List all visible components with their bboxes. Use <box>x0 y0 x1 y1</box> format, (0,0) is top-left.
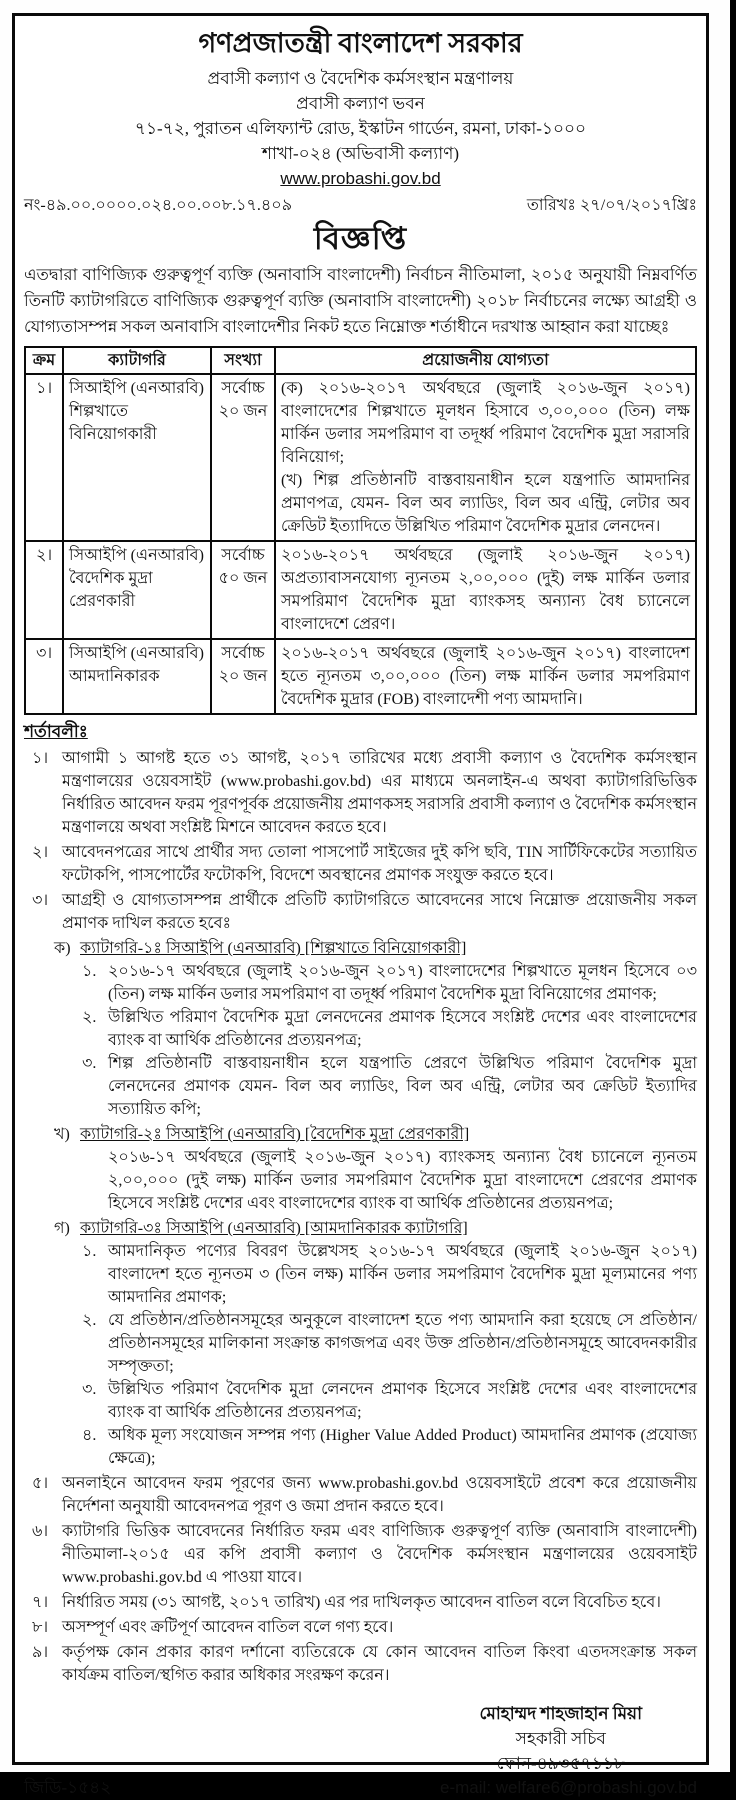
signatory-phone: ফোন-৪৯৩৫৭১১৮ <box>496 1754 625 1773</box>
branch-line: শাখা-০২৪ (অভিবাসী কল্যাণ) <box>261 144 460 163</box>
row-category <box>63 541 211 639</box>
term-1 <box>24 747 697 839</box>
ministry-name: প্রবাসী কল্যাণ ও বৈদেশিক কর্মসংস্থান মন্ত্রণালয় <box>207 69 514 88</box>
reference-row <box>24 194 697 218</box>
col-qualification: প্রয়োজনীয় যোগ্যতা <box>275 347 696 374</box>
subitem <box>82 960 697 1006</box>
row-serial: ১। <box>25 374 63 541</box>
terms-heading: শর্তাবলীঃ <box>24 722 88 741</box>
category-heading-text: ক্যাটাগরি-২ঃ সিআইপি (এনআরবি) [বৈদেশিক মুদ্রা প্রেরণকারী] <box>80 1126 470 1143</box>
notice-title: বিজ্ঞপ্তি <box>313 221 408 256</box>
category-a-heading <box>54 937 697 960</box>
term-2 <box>24 841 697 887</box>
category-label: গ) <box>54 1220 70 1237</box>
row-serial: ৩। <box>25 639 63 714</box>
category-block-a <box>54 937 697 1121</box>
category-block-c <box>54 1217 697 1470</box>
term-number: ৯। <box>32 1644 49 1661</box>
term-3 <box>24 889 697 935</box>
term-8 <box>24 1616 697 1639</box>
term-text: ক্যাটাগরি ভিত্তিক আবেদনের নির্ধারিত ফরম এবং বাণিজ্যিক গুরুত্বপূর্ণ ব্যক্তি (অনাবাসি বাংলাদেশী) নীতিমালা-২০১৫ এর কপি প্রবাসী কল্যাণ ও বৈদেশিক কর্মসংস্থান মন্ত্রণালয়ের ওয়েবসাইট www.probashi.gov.bd এ পাওয়া যাবে। <box>62 1523 697 1586</box>
subitem <box>82 1309 697 1378</box>
subitem <box>82 1378 697 1424</box>
row-qualification <box>275 374 696 541</box>
signatory-designation: সহকারী সচিব <box>515 1729 606 1748</box>
term-text: কর্তৃপক্ষ কোন প্রকার কারণ দর্শানো ব্যতিরেকে যে কোন আবেদন বাতিল কিংবা এতদসংক্রান্ত সকল কার্যক্রম বাতিল/স্থগিত করার অধিকার সংরক্ষণ করেন। <box>62 1644 697 1684</box>
address-line: ৭১-৭২, পুরাতন এলিফ্যান্ট রোড, ইস্কাটন গার্ডেন, রমনা, ঢাকা-১০০০ <box>134 119 587 138</box>
subitem-number: ৩. <box>82 1055 97 1072</box>
website-link: www.probashi.gov.bd <box>280 169 441 188</box>
gd-number: জিডি-১৫৪২ <box>24 1778 112 1797</box>
table-header-row <box>25 347 696 374</box>
subitem <box>82 1006 697 1052</box>
subitem-number: ১. <box>82 1243 97 1260</box>
category-line: সিআইপি (এনআরবি) <box>69 645 204 662</box>
category-line: সিআইপি (এনআরবি) <box>69 547 204 564</box>
qualification-part-b: (খ) শিল্প প্রতিষ্ঠানটি বাস্তবায়নাধীন হলে যন্ত্রপাতি আমদানির প্রমাণপত্র, যেমন- বিল অব ল্যাডিং, বিল অব এন্ট্রি, লেটার অব ক্রেডিট ইত্যাদিতে উল্লিখিত পরিমাণ বৈদেশিক মুদ্রার লেনদেন। <box>281 472 690 535</box>
category-table <box>24 346 697 715</box>
row-category <box>63 639 211 714</box>
qualification-part-a: ২০১৬-২০১৭ অর্থবছরে (জুলাই ২০১৬-জুন ২০১৭) অপ্রত্যাবাসনযোগ্য ন্যূনতম ২,০০,০০০ (দুই) লক্ষ মার্কিন ডলার সমপরিমাণ বৈদেশিক মুদ্রা ব্যাংকসহ অন্যান্য বৈধ চ্যানেলে বাংলাদেশে প্রেরণ। <box>281 547 690 633</box>
qualification-part-a: ২০১৬-২০১৭ অর্থবছরে (জুলাই ২০১৬-জুন ২০১৭) বাংলাদেশ হতে ন্যূনতম ৩,০০,০০০ (তিন) লক্ষ মার্কিন ডলার সমপরিমাণ বৈদেশিক মুদ্রার (FOB) বাংলাদেশী পণ্য আমদানি। <box>281 645 690 708</box>
subitem-number: ৩. <box>82 1381 97 1398</box>
subitem-text: ২০১৬-১৭ অর্থবছরে (জুলাই ২০১৬-জুন ২০১৭) বাংলাদেশের শিল্পখাতে মূলধন হিসেবে ০৩ (তিন) লক্ষ মার্কিন ডলার সমপরিমাণ বা তদূর্ধ্ব পরিমাণ বৈদেশিক মুদ্রা বিনিয়োগের প্রমাণক; <box>108 963 697 1003</box>
row-serial: ২। <box>25 541 63 639</box>
row-category <box>63 374 211 541</box>
count-line: সর্বোচ্চ <box>221 380 265 397</box>
count-line: সর্বোচ্চ <box>221 645 265 662</box>
category-line: বৈদেশিক মুদ্রা প্রেরণকারী <box>69 570 153 610</box>
term-9 <box>24 1641 697 1687</box>
building-name: প্রবাসী কল্যাণ ভবন <box>296 94 425 113</box>
term-5 <box>24 1472 697 1518</box>
category-line: আমদানিকারক <box>69 668 160 685</box>
subitem-number: ২. <box>82 1009 97 1026</box>
footer-row <box>24 1776 697 1800</box>
term-7 <box>24 1591 697 1614</box>
term-number: ৫। <box>32 1475 49 1492</box>
col-serial: ক্রম <box>25 347 63 374</box>
letterhead <box>24 26 697 191</box>
notice-page <box>12 13 709 1797</box>
category-b-body: ২০১৬-১৭ অর্থবছরে (জুলাই ২০১৬-জুন ২০১৭) ব্যাংকসহ অন্যান্য বৈধ চ্যানেলে ন্যূনতম ২,০০,০০০ (দুই লক্ষ) মার্কিন ডলার সমপরিমাণ বৈদেশিক মুদ্রা বাংলাদেশে প্রেরণের প্রমাণক হিসেবে সংশ্লিষ্ট দেশের এবং বাংলাদেশের ব্যাংক বা আর্থিক প্রতিষ্ঠানের প্রত্যয়নপত্র; <box>108 1149 697 1212</box>
signature-block <box>480 1701 643 1776</box>
term-number: ৭। <box>32 1594 49 1611</box>
category-label: খ) <box>54 1126 70 1143</box>
table-row <box>25 541 696 639</box>
term-text: আগামী ১ আগষ্ট হতে ৩১ আগষ্ট, ২০১৭ তারিখের মধ্যে প্রবাসী কল্যাণ ও বৈদেশিক কর্মসংস্থান মন্ত্রণালয়ের ওয়েবসাইট (www.probashi.gov.bd) এর মাধ্যমে অনলাইন-এ অথবা ক্যাটাগরিভিত্তিক নির্ধারিত আবেদন ফরম পূরণপূর্বক প্রয়োজনীয় প্রমাণকসহ সরাসরি প্রবাসী কল্যাণ ও বৈদেশিক কর্মসংস্থান মন্ত্রণালয়ে অথবা সংশ্লিষ্ট মিশনে আবেদন করতে হবে। <box>62 750 697 836</box>
col-category: ক্যাটাগরি <box>63 347 211 374</box>
government-title: গণপ্রজাতন্ত্রী বাংলাদেশ সরকার <box>198 28 523 58</box>
term-text: আগ্রহী ও যোগ্যতাসম্পন্ন প্রার্থীকে প্রতিটি ক্যাটাগরিতে আবেদনের সাথে নিম্নোক্ত প্রয়োজনীয় সকল প্রমাণক দাখিল করতে হবেঃ <box>62 892 697 932</box>
category-line: সিআইপি (এনআরবি) <box>69 380 204 397</box>
subitem-text: আমদানিকৃত পণ্যের বিবরণ উল্লেখসহ ২০১৬-১৭ অর্থবছরে (জুলাই ২০১৬-জুন ২০১৭) বাংলাদেশ হতে ন্যূনতম ৩ (তিন লক্ষ) মার্কিন ডলার সমপরিমাণ বৈদেশিক মুদ্রা মূল্যমানের পণ্য আমদানির প্রমাণক; <box>108 1243 697 1306</box>
term-text: আবেদনপত্রের সাথে প্রার্থীর সদ্য তোলা পাসপোর্ট সাইজের দুই কপি ছবি, TIN সার্টিফিকেটের সত্যায়িত ফটোকপি, পাসপোর্টের ফটোকপি, বিদেশে অবস্থানের প্রমাণক সংযুক্ত করতে হবে। <box>62 844 697 884</box>
qualification-part-a: (ক) ২০১৬-২০১৭ অর্থবছরে (জুলাই ২০১৬-জুন ২০১৭) বাংলাদেশের শিল্পখাতে মূলধন হিসাবে ৩,০০,০০০ (তিন) লক্ষ মার্কিন ডলার সমপরিমাণ বা তদূর্ধ্ব পরিমাণ বৈদেশিক মুদ্রা সরাসরি বিনিয়োগ; <box>281 380 690 466</box>
row-qualification <box>275 541 696 639</box>
table-row <box>25 639 696 714</box>
subitem-number: ৪. <box>82 1427 97 1444</box>
count-line: ২০ জন <box>218 403 268 420</box>
memo-date: তারিখঃ ২৭/০৭/২০১৭খ্রিঃ <box>526 197 697 214</box>
category-line: শিল্পখাতে বিনিয়োগকারী <box>69 403 157 443</box>
subitem <box>82 1424 697 1470</box>
signature-row <box>24 1701 697 1776</box>
subitem-number: ১. <box>82 963 97 980</box>
subitem-text: শিল্প প্রতিষ্ঠানটি বাস্তবায়নাধীন হলে যন্ত্রপাতি প্রেরণে উল্লিখিত পরিমাণ বৈদেশিক মুদ্রা লেনদেনের প্রমাণক যেমন- বিল অব ল্যাডিং, বিল অব এন্ট্রি, লেটার অব ক্রেডিট ইত্যাদির সত্যায়িত কপি; <box>108 1055 697 1118</box>
subitem-text: উল্লিখিত পরিমাণ বৈদেশিক মুদ্রা লেনদেন প্রমাণক হিসেবে সংশ্লিষ্ট দেশের এবং বাংলাদেশের ব্যাংক বা আর্থিক প্রতিষ্ঠানের প্রত্যয়নপত্র; <box>108 1381 697 1421</box>
term-number: ৬। <box>32 1523 49 1540</box>
category-block-b <box>54 1123 697 1215</box>
count-line: ২০ জন <box>218 668 268 685</box>
signatory-name: মোহাম্মদ শাহজাহান মিয়া <box>479 1704 642 1723</box>
row-count <box>211 374 275 541</box>
term-text: অনলাইনে আবেদন ফরম পূরণের জন্য www.probashi.gov.bd ওয়েবসাইটে প্রবেশ করে প্রয়োজনীয় নির্দেশনা অনুযায়ী আবেদনপত্র পূরণ ও জমা প্রদান করতে হবে। <box>62 1475 697 1515</box>
table-row <box>25 374 696 541</box>
subitem <box>82 1240 697 1309</box>
count-line: ৫০ জন <box>218 570 268 587</box>
category-label: ক) <box>54 940 71 957</box>
term-number: ১। <box>32 750 49 767</box>
term-number: ৩। <box>32 892 49 909</box>
row-count <box>211 639 275 714</box>
memo-number: নং-৪৯.০০.০০০০.০২৪.০০.০০৮.১৭.৪০৯ <box>24 197 293 214</box>
category-b-heading <box>54 1123 697 1146</box>
subitem-text: উল্লিখিত পরিমাণ বৈদেশিক মুদ্রা লেনদেনের প্রমাণক হিসেবে সংশ্লিষ্ট দেশের এবং বাংলাদেশের ব্যাংক বা আর্থিক প্রতিষ্ঠানের প্রত্যয়নপত্র; <box>108 1009 697 1049</box>
term-number: ৮। <box>32 1619 49 1636</box>
category-heading-text: ক্যাটাগরি-৩ঃ সিআইপি (এনআরবি) [আমদানিকারক ক্যাটাগরি] <box>80 1220 468 1237</box>
col-count: সংখ্যা <box>211 347 275 374</box>
intro-paragraph: এতদ্বারা বাণিজ্যিক গুরুত্বপূর্ণ ব্যক্তি (অনাবাসি বাংলাদেশী) নির্বাচন নীতিমালা, ২০১৫ অনুযায়ী নিম্নবর্ণিত তিনটি ক্যাটাগরিতে বাণিজ্যিক গুরুত্বপূর্ণ ব্যক্তি (অনাবাসি বাংলাদেশী) ২০১৮ নির্বাচনের লক্ষ্যে আগ্রহী ও যোগ্যতাসম্পন্ন সকল অনাবাসি বাংলাদেশীর নিকট হতে নিম্নোক্ত শর্তাধীনে দরখাস্ত আহ্বান করা যাচ্ছেঃ <box>24 265 697 336</box>
category-heading-text: ক্যাটাগরি-১ঃ সিআইপি (এনআরবি) [শিল্পখাতে বিনিয়োগকারী] <box>80 940 467 957</box>
subitem <box>82 1052 697 1121</box>
subitem-text: অধিক মূল্য সংযোজন সম্পন্ন পণ্য (Higher Value Added Product) আমদানির প্রমাণক (প্রযোজ্য ক্ষেত্রে); <box>108 1427 697 1467</box>
term-6 <box>24 1520 697 1589</box>
subitem-number: ২. <box>82 1312 97 1329</box>
term-text: নির্ধারিত সময় (৩১ আগষ্ট, ২০১৭ তারিখ) এর পর দাখিলকৃত আবেদন বাতিল বলে বিবেচিত হবে। <box>62 1594 661 1611</box>
term-number: ২। <box>32 844 49 861</box>
count-line: সর্বোচ্চ <box>221 547 265 564</box>
term-text: অসম্পূর্ণ এবং ক্রটিপূর্ণ আবেদন বাতিল বলে গণ্য হবে। <box>62 1619 394 1636</box>
subitem-text: যে প্রতিষ্ঠান/প্রতিষ্ঠানসমূহের অনুকূলে বাংলাদেশ হতে পণ্য আমদানি করা হয়েছে সে প্রতিষ্ঠান/প্রতিষ্ঠানসমূহের মালিকানা সংক্রান্ত কাগজপত্র এবং উক্ত প্রতিষ্ঠান/প্রতিষ্ঠানসমূহে আবেদনকারীর সম্পৃক্ততা; <box>108 1312 697 1375</box>
signatory-email: e-mail: welfare6@probashi.gov.bd <box>440 1778 697 1797</box>
category-c-heading <box>54 1217 697 1240</box>
row-qualification <box>275 639 696 714</box>
row-count <box>211 541 275 639</box>
